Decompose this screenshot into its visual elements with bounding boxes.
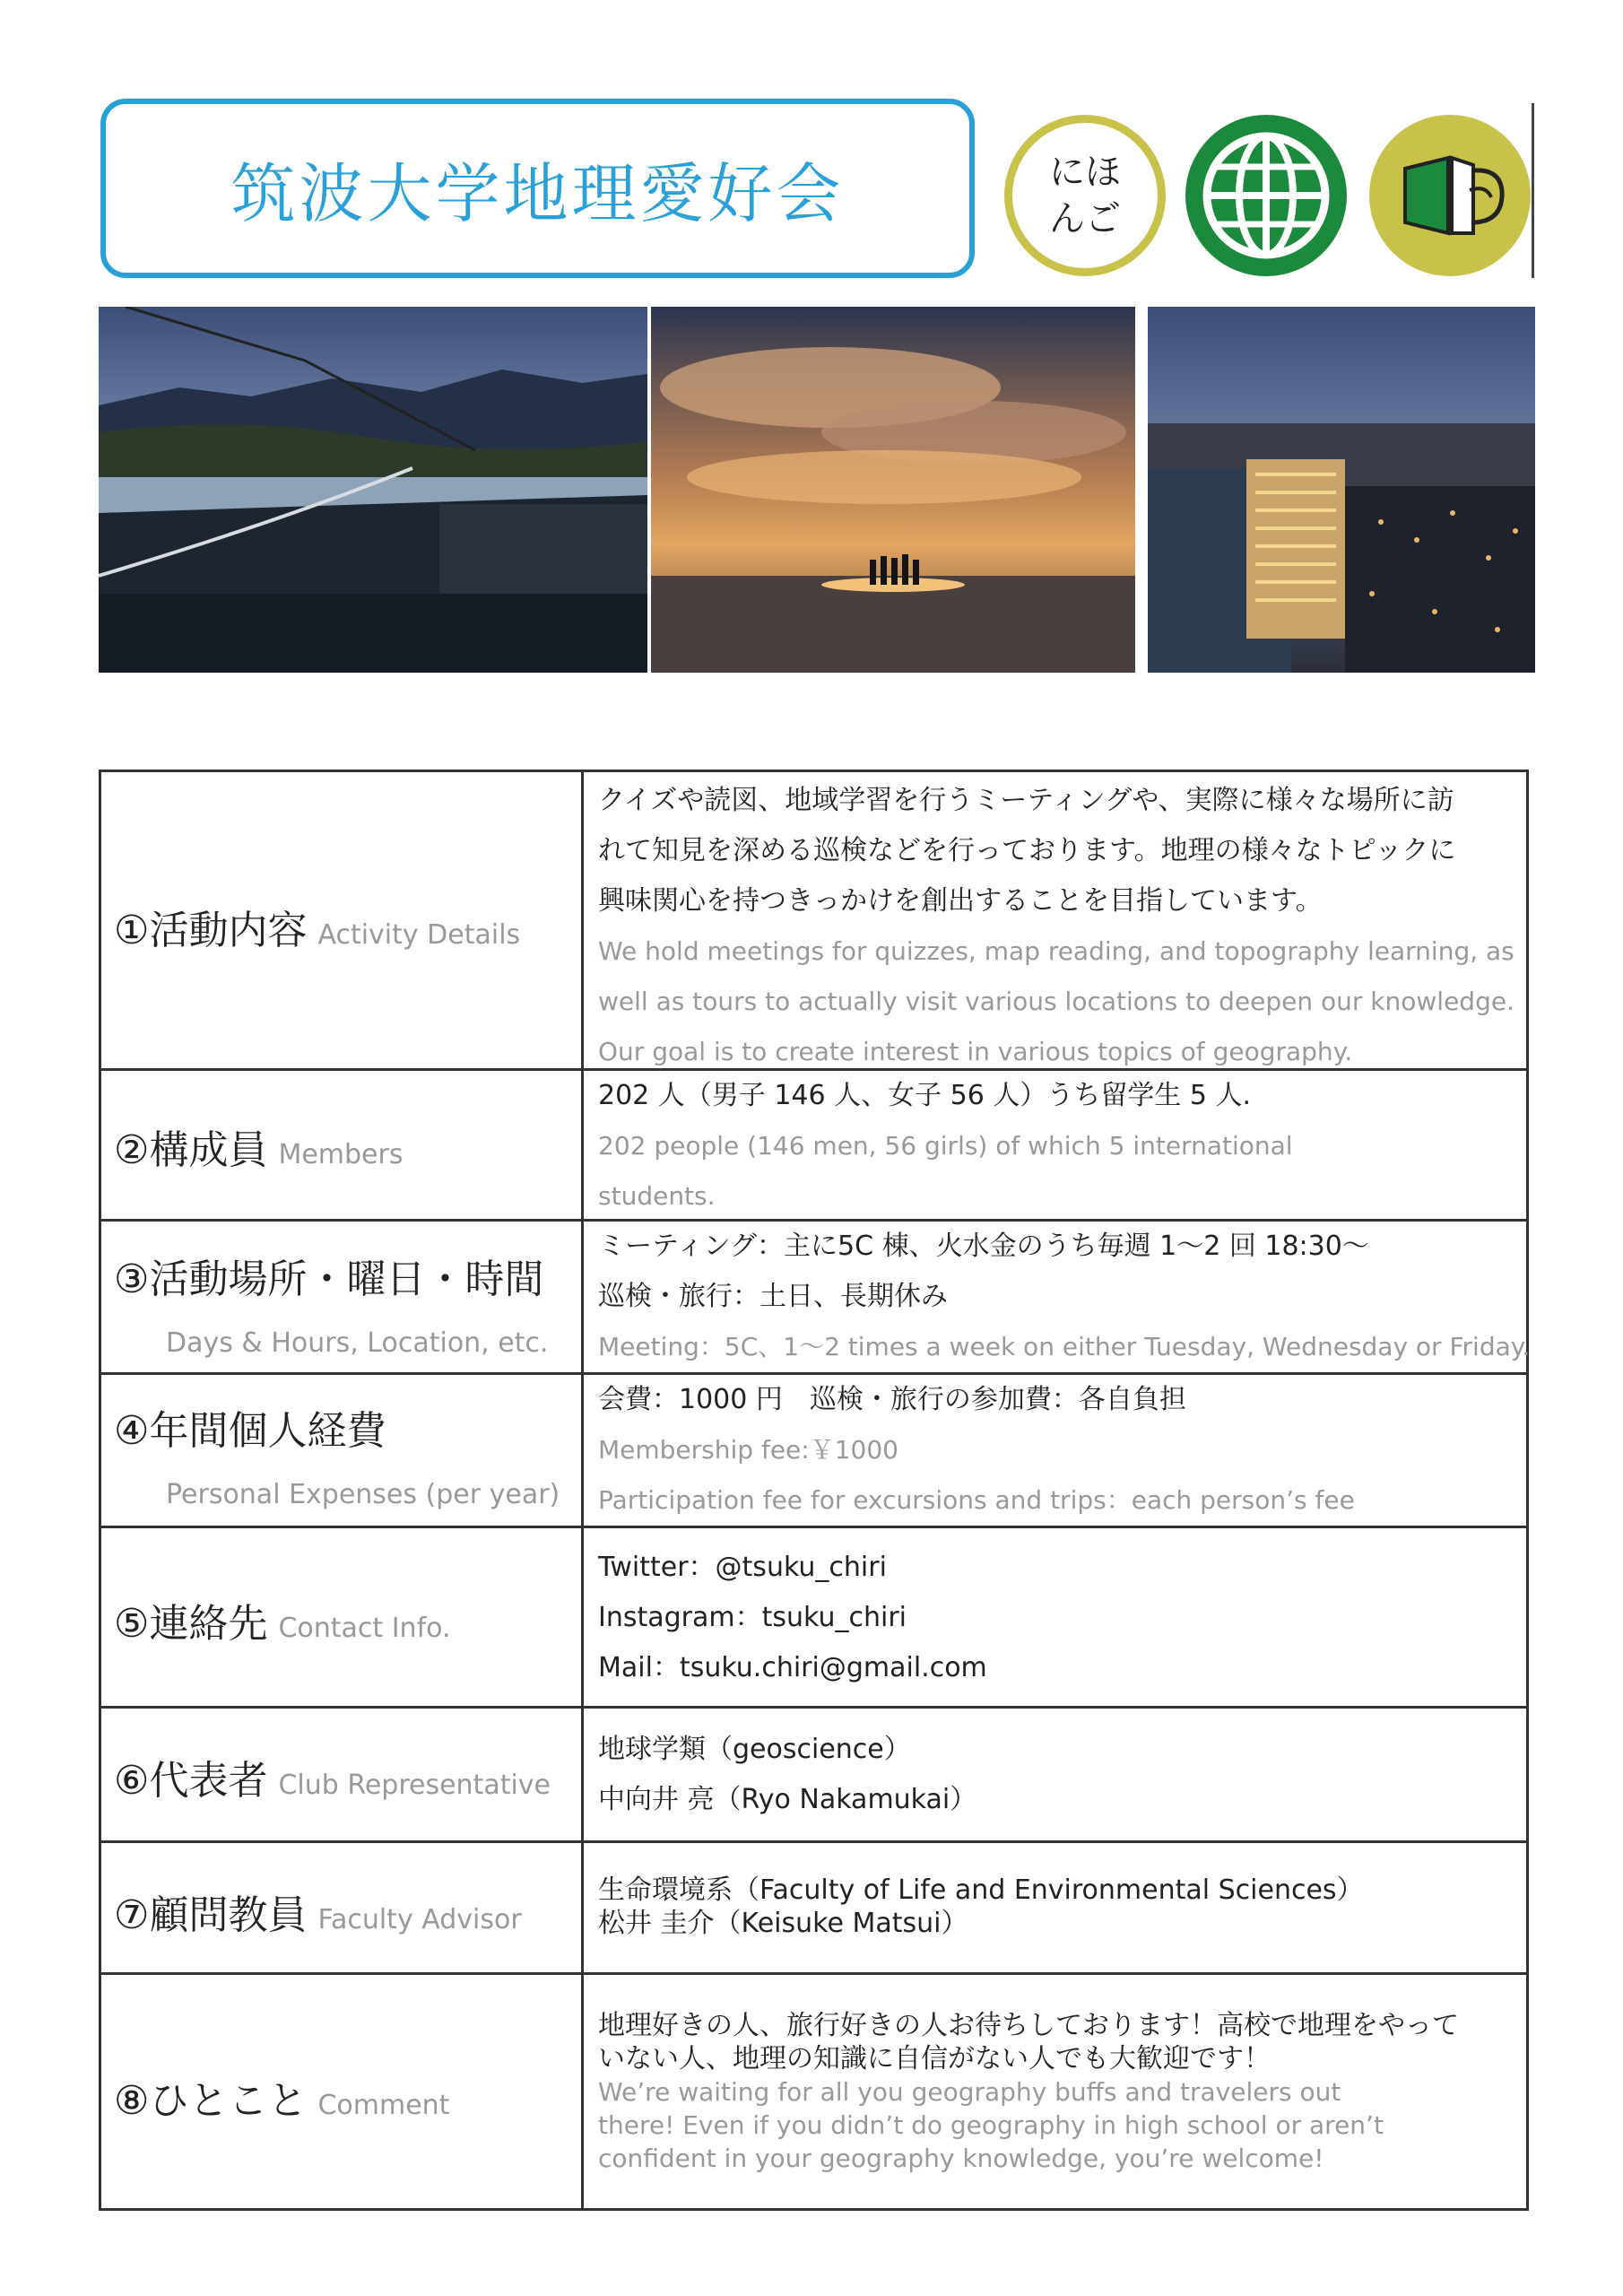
row-heading: ③活動場所・曜日・時間 [114, 1257, 544, 1302]
row-content-cell [586, 1709, 1526, 1840]
instagram-handle: Instagram：tsuku_chiri [598, 1602, 907, 1633]
row-text-line: 地球学類（geoscience） [598, 1734, 911, 1765]
row-text-line: 松井 圭介（Keisuke Matsui） [598, 1908, 968, 1939]
photo-suspension-bridge [99, 307, 647, 673]
row-text-line: クイズや読図、地域学習を行うミーティングや、実際に様々な場所に訪 [598, 785, 1454, 816]
row-content-cell [586, 1528, 1526, 1706]
row-heading: ⑤連絡先 Contact Info. [114, 1601, 451, 1647]
row-text-line: ミーティング：主に5C 棟、火水金のうち毎週 1～2 回 18:30～ [598, 1231, 1369, 1262]
row-label-cell [101, 1375, 584, 1526]
row-text-line: いない人、地理の知識に自信がない人でも大歓迎です！ [598, 2043, 1271, 2074]
photo-sunset-beach [651, 307, 1135, 673]
row-heading: ⑦顧問教員 Faculty Advisor [114, 1892, 522, 1938]
row-heading: ④年間個人経費 [114, 1408, 386, 1454]
row-content-cell [586, 1375, 1526, 1526]
row-content-cell [586, 1843, 1526, 1972]
row-content-cell [586, 1222, 1531, 1372]
table-row-members [99, 1068, 1529, 1222]
nihongo-badge [1004, 115, 1166, 276]
table-row-contact [99, 1526, 1529, 1709]
row-heading: ⑧ひとこと Comment [114, 2078, 450, 2124]
twitter-handle: Twitter：@tsuku_chiri [598, 1552, 887, 1583]
page-title: 筑波大学地理愛好会 [230, 156, 845, 231]
header-divider [1532, 103, 1534, 278]
row-text-line: Our goal is to create interest in various topics of geography. [598, 1037, 1353, 1066]
row-text-line: confident in your geography knowledge, you’re welcome! [598, 2144, 1324, 2173]
row-content-cell [586, 1071, 1526, 1219]
row-label-cell [101, 1528, 584, 1706]
row-text-line: 興味関心を持つきっかけを創出することを目指しています。 [598, 885, 1323, 917]
row-text-line: students. [598, 1181, 716, 1211]
email-address: Mail：tsuku.chiri@gmail.com [598, 1652, 987, 1683]
row-text-line: Meeting：5C、1～2 times a week on either Tuesday, Wednesday or Friday. [598, 1332, 1531, 1361]
row-label-cell [101, 1709, 584, 1840]
row-heading: ②構成員 Members [114, 1127, 404, 1173]
row-text-line: 生命環境系（Faculty of Life and Environmental Sciences） [598, 1874, 1364, 1906]
row-heading: ⑥代表者 Club Representative [114, 1758, 551, 1804]
row-text-line: 巡検・旅行：土日、長期休み [598, 1281, 948, 1312]
row-content-cell [586, 1975, 1526, 2208]
row-label-cell [101, 1975, 584, 2208]
row-label-cell [101, 1843, 584, 1972]
row-label-cell [101, 772, 584, 1068]
row-text-line: 202 people (146 men, 56 girls) of which 5 international [598, 1131, 1293, 1161]
row-text-line: Membership fee:￥1000 [598, 1435, 898, 1465]
table-row-comment [99, 1972, 1529, 2211]
title-box [100, 99, 975, 278]
row-content-cell [586, 772, 1526, 1068]
row-label-cell [101, 1222, 584, 1372]
table-row-advisor [99, 1840, 1529, 1975]
row-heading-en: Days & Hours, Location, etc. [166, 1327, 549, 1359]
row-text-line: 地理好きの人、旅行好きの人お待ちしております！高校で地理をやって [598, 2010, 1459, 2041]
table-row-activity [99, 770, 1529, 1071]
row-text-line: well as tours to actually visit various locations to deepen our knowledge. [598, 987, 1515, 1016]
row-label-cell [101, 1071, 584, 1219]
row-heading: ①活動内容 Activity Details [114, 908, 521, 953]
row-text-line: れて知見を深める巡検などを行っております。地理の様々なトピックに [598, 835, 1456, 866]
row-heading-en: Personal Expenses (per year) [166, 1479, 560, 1510]
row-text-line: there! Even if you didn’t do geography in high school or aren’t [598, 2110, 1384, 2140]
row-text-line: 202 人（男子 146 人、女子 56 人）うち留学生 5 人. [598, 1080, 1252, 1111]
nihongo-text: にほんご [1049, 152, 1121, 239]
table-row-representative [99, 1706, 1529, 1843]
row-text-line: Participation fee for excursions and trips：each person’s fee [598, 1485, 1355, 1515]
beginner-mark-icon [1369, 115, 1531, 276]
row-text-line: We’re waiting for all you geography buffs and travelers out [598, 2077, 1341, 2107]
globe-icon [1185, 115, 1347, 276]
table-row-expenses [99, 1372, 1529, 1528]
row-text-line: We hold meetings for quizzes, map reading, and topography learning, as [598, 936, 1515, 966]
row-text-line: 中向井 亮（Ryo Nakamukai） [598, 1784, 977, 1815]
row-text-line: 会費：1000 円 巡検・旅行の参加費：各自負担 [598, 1384, 1186, 1415]
table-row-location [99, 1219, 1529, 1375]
photo-city-night [1148, 307, 1535, 673]
